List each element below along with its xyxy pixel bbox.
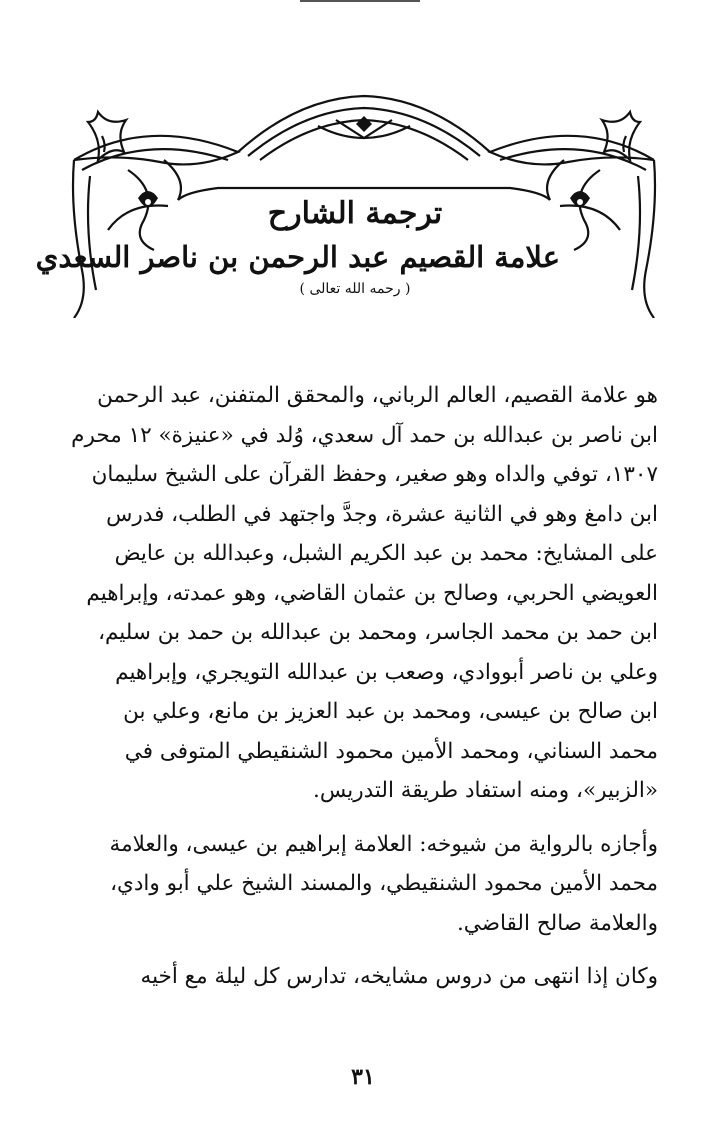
page-number: ٣١	[351, 1064, 375, 1090]
paragraph-1	[73, 376, 658, 811]
text-line: ابن حمد بن محمد الجاسر، ومحمد بن عبدالله بن حمد بن سليم،	[98, 620, 658, 645]
text-line: ابن صالح بن عيسى، ومحمد بن عبد العزيز بن مانع، وعلي بن	[123, 699, 658, 724]
text-line: وأجازه بالرواية من شيوخه: العلامة إبراهيم بن عيسى، والعلامة	[109, 831, 658, 857]
text-line: محمد السناني، ومحمد الأمين محمود الشنقيطي المتوفى في	[124, 738, 658, 764]
text-line: على المشايخ: محمد بن عبد الكريم الشبل، وعبدالله بن عايض	[114, 541, 658, 566]
chapter-subtitle: علامة القصيم عبد الرحمن بن ناصر السعدي	[35, 240, 560, 274]
text-line: وكان إذا انتهى من دروس مشايخه، تدارس كل ليلة مع أخيه	[140, 964, 658, 989]
text-line: ابن ناصر بن عبدالله بن حمد آل سعدي، وُلد في «عنيزة» ١٢ محرم	[71, 422, 658, 448]
text-line: هو علامة القصيم، العالم الرباني، والمحقق المتفنن، عبد الرحمن	[97, 383, 658, 408]
paragraph-2	[73, 825, 658, 944]
chapter-note: ( رحمه الله تعالى )	[299, 281, 411, 297]
text-line: ابن دامغ وهو في الثانية عشرة، وجدَّ واجتهد في الطلب، فدرس	[106, 501, 658, 527]
paragraph-3	[73, 957, 658, 997]
text-line: محمد الأمين محمود الشنقيطي، والمسند الشيخ علي أبو وادي،	[110, 871, 658, 896]
chapter-title: ترجمة الشارح	[267, 196, 443, 231]
text-line: العويضي الحربي، وصالح بن عثمان القاضي، وهو عمدته، وإبراهيم	[86, 580, 658, 606]
text-line: ١٣٠٧، توفي والداه وهو صغير، وحفظ القرآن على الشيخ سليمان	[91, 462, 658, 487]
top-rule	[300, 0, 420, 2]
text-line: والعلامة صالح القاضي.	[456, 910, 658, 936]
text-line: «الزبير»، ومنه استفاد طريقة التدريس.	[313, 778, 658, 803]
text-line: وعلي بن ناصر أبووادي، وصعب بن عبدالله التويجري، وإبراهيم	[115, 659, 658, 685]
biography-body	[73, 376, 658, 997]
title-block	[35, 192, 560, 300]
